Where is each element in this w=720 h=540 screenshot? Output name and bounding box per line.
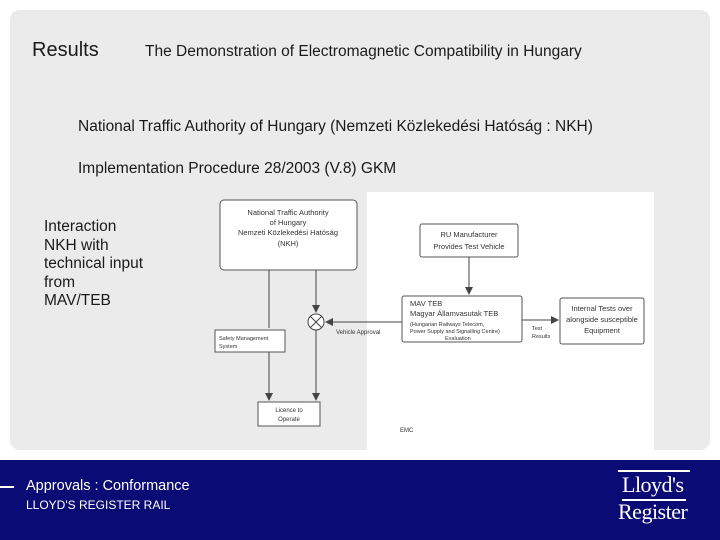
interaction-line: Interaction — [44, 218, 117, 235]
licence-box-line: Operate — [278, 417, 300, 423]
interaction-line: technical input — [44, 255, 144, 272]
footer-company: LLOYD'S REGISTER RAIL — [26, 498, 171, 512]
nkh-box-line: Nemzeti Közlekedési Hatóság — [237, 228, 339, 237]
mav-box-line: Magyar Államvasutak TEB — [410, 309, 499, 318]
internal-box-line: alongside susceptible — [566, 315, 638, 324]
ru-box-line: Provides Test Vehicle — [433, 242, 505, 251]
internal-box-line: Internal Tests over — [571, 304, 633, 313]
nkh-box-line: of Hungary — [269, 218, 307, 227]
mav-box-line: Evaluation — [445, 336, 471, 342]
section-label: Results — [32, 39, 99, 61]
mav-box-line: Power Supply and Signalling Centre) — [410, 329, 500, 335]
logo-word: Register — [618, 499, 688, 524]
slide-title: The Demonstration of Electromagnetic Compatibility in Hungary — [145, 43, 582, 60]
footer-bar — [0, 460, 720, 540]
ru-box-line: RU Manufacturer — [440, 230, 498, 239]
mav-box-line: (Hungarian Railways Telecom, — [410, 322, 485, 328]
nkh-box-line: National Traffic Authority — [247, 208, 329, 217]
test-results-label: Test — [532, 326, 543, 332]
internal-box-line: Equipment — [584, 326, 620, 335]
emc-label: EMC — [400, 428, 414, 434]
footer-tick — [0, 486, 14, 488]
interaction-line: NKH with — [44, 236, 109, 254]
logo-word: Lloyd's — [622, 472, 684, 497]
procedure-line: Implementation Procedure 28/2003 (V.8) GKM — [78, 160, 397, 177]
interaction-line: from — [44, 273, 75, 291]
authority-line: National Traffic Authority of Hungary (Nemzeti Közlekedési Hatóság : NKH) — [78, 118, 593, 135]
ru-manufacturer-box — [420, 224, 518, 257]
safety-box-line: System — [219, 344, 238, 350]
safety-box-line: Safety Management — [219, 336, 269, 342]
licence-box-line: Licence to — [275, 408, 303, 414]
footer-approvals: Approvals : Conformance — [26, 478, 190, 494]
mav-box-line: MAV TEB — [410, 299, 443, 308]
interaction-line: MAV/TEB — [44, 292, 111, 309]
test-results-label: Results — [532, 334, 551, 340]
nkh-box-line: (NKH) — [277, 239, 299, 248]
vehicle-approval-label: Vehicle Approval — [336, 330, 381, 336]
lloyds-register-logo — [618, 470, 690, 528]
